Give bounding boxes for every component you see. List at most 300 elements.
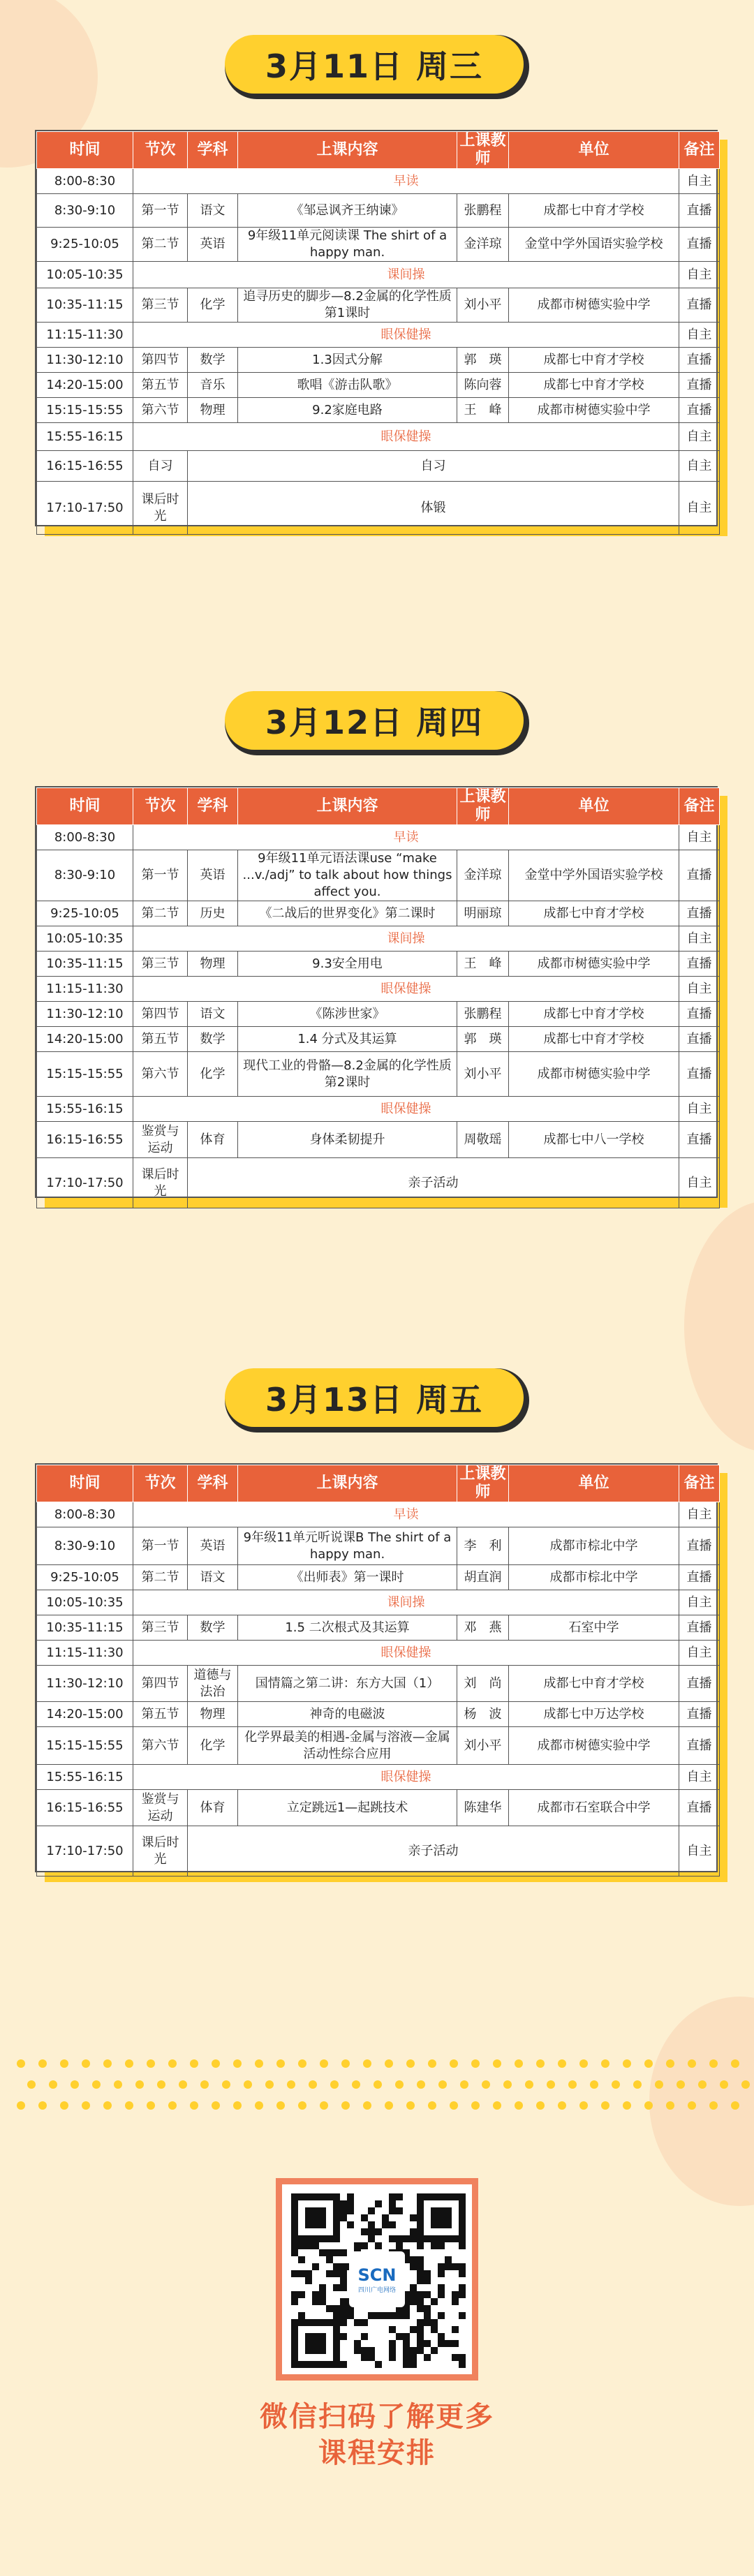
qr-module — [410, 2263, 417, 2270]
qr-module — [312, 2298, 319, 2305]
period-cell: 第一节 — [133, 194, 188, 228]
period-cell: 第四节 — [133, 1666, 188, 1702]
time-cell: 16:15-16:55 — [37, 1122, 133, 1158]
time-cell: 10:35-11:15 — [37, 952, 133, 977]
qr-module — [410, 2235, 417, 2242]
note-cell: 自主 — [679, 977, 720, 1002]
qr-module — [333, 2221, 340, 2228]
time-cell: 15:55-16:15 — [37, 1097, 133, 1122]
table-row — [37, 825, 720, 850]
divider-dot — [103, 2059, 112, 2068]
column-header: 上课教师 — [457, 132, 509, 169]
qr-module — [319, 2347, 326, 2354]
break-label: 早读 — [133, 825, 679, 850]
qr-module — [431, 2326, 438, 2333]
qr-module — [333, 2319, 340, 2326]
qr-module — [326, 2235, 333, 2242]
period-cell: 第二节 — [133, 1565, 188, 1590]
subject-cell: 化学 — [188, 288, 238, 323]
qr-module — [417, 2228, 424, 2235]
note-cell: 直播 — [679, 194, 720, 228]
unit-cell: 成都市树德实验中学 — [509, 952, 679, 977]
time-cell: 8:30-9:10 — [37, 850, 133, 901]
qr-module — [389, 2326, 396, 2333]
qr-module — [291, 2193, 298, 2200]
qr-module — [368, 2221, 375, 2228]
divider-dot — [168, 2101, 177, 2110]
qr-module — [424, 2340, 431, 2347]
table-row — [37, 1666, 720, 1702]
time-cell: 15:15-15:55 — [37, 1052, 133, 1097]
divider-dot — [731, 2101, 739, 2110]
note-cell: 自主 — [679, 451, 720, 482]
table-row — [37, 423, 720, 451]
teacher-cell: 金洋琼 — [457, 228, 509, 262]
divider-dot — [125, 2059, 133, 2068]
qr-module — [298, 2312, 305, 2319]
qr-module — [396, 2242, 403, 2249]
note-cell: 直播 — [679, 373, 720, 398]
qr-module — [459, 2291, 466, 2298]
divider-dot — [579, 2101, 588, 2110]
qr-module — [452, 2326, 459, 2333]
qr-module — [354, 2319, 361, 2326]
qr-module — [305, 2277, 312, 2284]
qr-module — [396, 2235, 403, 2242]
unit-cell: 成都七中育才学校 — [509, 901, 679, 926]
break-label: 眼保健操 — [133, 1641, 679, 1666]
note-cell: 直播 — [679, 398, 720, 423]
note-cell: 直播 — [679, 228, 720, 262]
qr-module — [291, 2249, 298, 2256]
qr-module — [382, 2312, 389, 2319]
qr-module — [361, 2347, 368, 2354]
divider-dot — [385, 2059, 393, 2068]
qr-module — [333, 2270, 340, 2277]
qr-module — [340, 2284, 347, 2291]
qr-module — [312, 2235, 319, 2242]
qr-module — [403, 2235, 410, 2242]
table-header-row — [37, 788, 720, 825]
divider-dot — [320, 2101, 328, 2110]
qr-module — [452, 2263, 459, 2270]
time-cell: 14:20-15:00 — [37, 373, 133, 398]
divider-dot — [666, 2059, 674, 2068]
divider-dot — [135, 2080, 144, 2089]
break-label: 眼保健操 — [133, 1097, 679, 1122]
column-header: 时间 — [37, 1465, 133, 1502]
time-cell: 17:10-17:50 — [37, 1158, 133, 1208]
qr-module — [410, 2228, 417, 2235]
footer-line-1: 微信扫码了解更多 — [260, 2401, 494, 2433]
qr-module — [291, 2347, 298, 2354]
divider-dot — [363, 2101, 371, 2110]
content-cell: 化学界最美的相遇-金属与溶液—金属活动性综合应用 — [238, 1727, 457, 1765]
note-cell: 自主 — [679, 1158, 720, 1208]
unit-cell: 成都七中八一学校 — [509, 1122, 679, 1158]
qr-module — [340, 2270, 347, 2277]
qr-module — [417, 2221, 424, 2228]
qr-module — [424, 2319, 431, 2326]
subject-cell: 数学 — [188, 1027, 238, 1052]
qr-module — [361, 2354, 368, 2361]
qr-module — [459, 2270, 466, 2277]
qr-module — [326, 2305, 333, 2312]
divider-dot — [515, 2101, 523, 2110]
table-row — [37, 1641, 720, 1666]
divider-dot — [644, 2059, 653, 2068]
qr-module — [305, 2347, 312, 2354]
time-cell: 11:15-11:30 — [37, 1641, 133, 1666]
table-row — [37, 323, 720, 348]
column-header: 单位 — [509, 132, 679, 169]
qr-module — [459, 2200, 466, 2207]
qr-module — [291, 2200, 298, 2207]
qr-module — [424, 2235, 431, 2242]
qr-module — [417, 2214, 424, 2221]
note-cell: 直播 — [679, 1727, 720, 1765]
qr-module — [319, 2284, 326, 2291]
unit-cell: 成都七中万达学校 — [509, 1702, 679, 1727]
table-row — [37, 1052, 720, 1097]
qr-module — [382, 2214, 389, 2221]
qr-module — [368, 2312, 375, 2319]
qr-module — [417, 2270, 424, 2277]
day-title: 3月12日 周四 — [225, 691, 524, 750]
qr-module — [389, 2207, 396, 2214]
qr-module — [340, 2319, 347, 2326]
qr-module — [361, 2333, 368, 2340]
divider-dot — [374, 2080, 382, 2089]
qr-module — [291, 2221, 298, 2228]
table-row — [37, 451, 720, 482]
note-cell: 自主 — [679, 1641, 720, 1666]
period-cell: 自习 — [133, 451, 188, 482]
teacher-cell: 王 峰 — [457, 952, 509, 977]
table-row — [37, 1027, 720, 1052]
qr-module — [312, 2221, 319, 2228]
divider-dot — [265, 2080, 274, 2089]
teacher-cell: 杨 波 — [457, 1702, 509, 1727]
qr-module — [319, 2249, 326, 2256]
qr-module — [431, 2221, 438, 2228]
qr-module — [333, 2263, 340, 2270]
subject-cell: 物理 — [188, 1702, 238, 1727]
qr-module — [340, 2333, 347, 2340]
note-cell: 自主 — [679, 323, 720, 348]
qr-module — [312, 2361, 319, 2368]
qr-module — [361, 2228, 368, 2235]
qr-module — [424, 2305, 431, 2312]
time-cell: 15:55-16:15 — [37, 423, 133, 451]
day-title: 3月13日 周五 — [225, 1368, 524, 1427]
table-row — [37, 1765, 720, 1790]
table-row — [37, 1615, 720, 1641]
subject-cell: 语文 — [188, 194, 238, 228]
qr-module — [445, 2263, 452, 2270]
day-title: 3月11日 周三 — [225, 35, 524, 94]
qr-module — [445, 2193, 452, 2200]
note-cell: 直播 — [679, 1527, 720, 1565]
qr-module — [291, 2242, 298, 2249]
break-label: 眼保健操 — [133, 977, 679, 1002]
qr-module — [417, 2298, 424, 2305]
note-cell: 直播 — [679, 1565, 720, 1590]
time-cell: 10:35-11:15 — [37, 288, 133, 323]
note-cell: 自主 — [679, 482, 720, 535]
qr-module — [368, 2354, 375, 2361]
table-row — [37, 1565, 720, 1590]
qr-module — [333, 2340, 340, 2347]
qr-module — [424, 2312, 431, 2319]
teacher-cell: 张鹏程 — [457, 1002, 509, 1027]
qr-module — [333, 2249, 340, 2256]
table-row — [37, 1097, 720, 1122]
qr-module — [403, 2333, 410, 2340]
qr-module — [291, 2228, 298, 2235]
teacher-cell: 郭 瑛 — [457, 1027, 509, 1052]
period-cell: 第五节 — [133, 1702, 188, 1727]
divider-dot — [525, 2080, 533, 2089]
unit-cell: 成都七中育才学校 — [509, 1666, 679, 1702]
qr-module — [340, 2263, 347, 2270]
qr-module — [438, 2207, 445, 2214]
qr-module — [319, 2235, 326, 2242]
qr-module — [340, 2277, 347, 2284]
subject-cell: 体育 — [188, 1790, 238, 1826]
qr-module — [326, 2249, 333, 2256]
divider-dot — [298, 2101, 306, 2110]
qr-module — [459, 2354, 466, 2361]
schedule-card — [35, 786, 718, 1198]
divider-dot — [341, 2101, 350, 2110]
unit-cell: 成都市棕北中学 — [509, 1527, 679, 1565]
table-row — [37, 901, 720, 926]
qr-module — [347, 2221, 354, 2228]
divider-dot — [428, 2101, 436, 2110]
divider-dot — [460, 2080, 468, 2089]
table-row — [37, 1502, 720, 1527]
table-row — [37, 1158, 720, 1208]
period-cell: 第四节 — [133, 1002, 188, 1027]
divider-dot — [677, 2080, 685, 2089]
qr-module — [347, 2312, 354, 2319]
schedule-card — [35, 1463, 718, 1872]
unit-cell: 成都市石室联合中学 — [509, 1790, 679, 1826]
table-row — [37, 288, 720, 323]
qr-module — [319, 2319, 326, 2326]
column-header: 学科 — [188, 1465, 238, 1502]
divider-dot — [17, 2101, 25, 2110]
qr-module — [459, 2214, 466, 2221]
qr-module — [340, 2200, 347, 2207]
note-cell: 直播 — [679, 850, 720, 901]
schedule-table — [36, 131, 720, 535]
column-header: 备注 — [679, 132, 720, 169]
qr-module — [291, 2340, 298, 2347]
qr-module — [389, 2221, 396, 2228]
qr-module — [438, 2284, 445, 2291]
time-cell: 10:35-11:15 — [37, 1615, 133, 1641]
qr-module — [291, 2319, 298, 2326]
qr-module — [319, 2298, 326, 2305]
teacher-cell: 李 利 — [457, 1527, 509, 1565]
content-cell: 《陈涉世家》 — [238, 1002, 457, 1027]
content-cell: 9.3安全用电 — [238, 952, 457, 977]
qr-module — [333, 2354, 340, 2361]
period-cell: 课后时光 — [133, 482, 188, 535]
unit-cell: 成都市树德实验中学 — [509, 398, 679, 423]
divider-dot — [406, 2059, 415, 2068]
qr-module — [452, 2291, 459, 2298]
table-row — [37, 398, 720, 423]
period-cell: 第二节 — [133, 901, 188, 926]
qr-module — [298, 2319, 305, 2326]
note-cell: 自主 — [679, 1765, 720, 1790]
teacher-cell: 明丽琼 — [457, 901, 509, 926]
qr-module — [452, 2235, 459, 2242]
qr-module — [410, 2347, 417, 2354]
qr-module — [298, 2270, 305, 2277]
divider-dot — [341, 2059, 350, 2068]
qr-module — [438, 2235, 445, 2242]
divider-dot — [363, 2059, 371, 2068]
qr-module — [389, 2340, 396, 2347]
teacher-cell: 陈向蓉 — [457, 373, 509, 398]
qr-module — [312, 2347, 319, 2354]
qr-module — [305, 2235, 312, 2242]
schedule-card — [35, 130, 718, 526]
qr-module — [312, 2242, 319, 2249]
qr-module — [319, 2361, 326, 2368]
qr-module — [410, 2284, 417, 2291]
qr-module — [403, 2361, 410, 2368]
teacher-cell: 刘小平 — [457, 1052, 509, 1097]
qr-module — [389, 2235, 396, 2242]
qr-module — [438, 2333, 445, 2340]
content-cell: 神奇的电磁波 — [238, 1702, 457, 1727]
divider-dot — [38, 2059, 47, 2068]
qr-logo — [349, 2251, 405, 2307]
qr-code[interactable] — [276, 2178, 478, 2381]
teacher-cell: 陈建华 — [457, 1790, 509, 1826]
time-cell: 9:25-10:05 — [37, 1565, 133, 1590]
qr-module — [340, 2305, 347, 2312]
column-header: 单位 — [509, 788, 679, 825]
divider-dot — [71, 2080, 79, 2089]
qr-module — [424, 2354, 431, 2361]
qr-module — [354, 2340, 361, 2347]
subject-cell: 物理 — [188, 398, 238, 423]
bg-blob-right-bottom — [649, 1997, 754, 2206]
divider-dot — [255, 2059, 263, 2068]
qr-module — [410, 2256, 417, 2263]
qr-module — [410, 2291, 417, 2298]
divider-dot — [60, 2101, 68, 2110]
content-cell: 身体柔韧提升 — [238, 1122, 457, 1158]
note-cell: 直播 — [679, 901, 720, 926]
column-header: 时间 — [37, 132, 133, 169]
divider-dot — [179, 2080, 187, 2089]
qr-module — [312, 2263, 319, 2270]
break-label: 眼保健操 — [133, 423, 679, 451]
divider-dot — [38, 2101, 47, 2110]
unit-cell: 金堂中学外国语实验学校 — [509, 850, 679, 901]
unit-cell: 成都市棕北中学 — [509, 1565, 679, 1590]
qr-module — [445, 2207, 452, 2214]
period-cell: 课后时光 — [133, 1158, 188, 1208]
time-cell: 11:30-12:10 — [37, 348, 133, 373]
qr-module — [438, 2193, 445, 2200]
column-header: 备注 — [679, 788, 720, 825]
qr-module — [298, 2291, 305, 2298]
divider-dot — [720, 2080, 728, 2089]
qr-module — [291, 2235, 298, 2242]
content-cell: 《邹忌讽齐王纳谏》 — [238, 194, 457, 228]
unit-cell: 成都七中育才学校 — [509, 373, 679, 398]
time-cell: 11:30-12:10 — [37, 1002, 133, 1027]
note-cell: 自主 — [679, 825, 720, 850]
break-label: 眼保健操 — [133, 1765, 679, 1790]
period-cell: 第五节 — [133, 373, 188, 398]
qr-module — [459, 2228, 466, 2235]
qr-module — [459, 2312, 466, 2319]
note-cell: 自主 — [679, 169, 720, 194]
qr-module — [375, 2312, 382, 2319]
qr-module — [361, 2319, 368, 2326]
qr-module — [305, 2319, 312, 2326]
qr-module — [333, 2235, 340, 2242]
subject-cell: 数学 — [188, 348, 238, 373]
table-header-row — [37, 132, 720, 169]
qr-module — [417, 2347, 424, 2354]
teacher-cell: 郭 瑛 — [457, 348, 509, 373]
period-cell: 第一节 — [133, 850, 188, 901]
note-cell: 直播 — [679, 288, 720, 323]
time-cell: 11:15-11:30 — [37, 323, 133, 348]
divider-dot — [623, 2101, 631, 2110]
divider-dot — [276, 2059, 285, 2068]
qr-module — [417, 2305, 424, 2312]
qr-module — [403, 2312, 410, 2319]
qr-module — [417, 2277, 424, 2284]
divider-dot — [655, 2080, 663, 2089]
qr-module — [431, 2235, 438, 2242]
table-row — [37, 228, 720, 262]
note-cell: 直播 — [679, 1122, 720, 1158]
qr-module — [417, 2319, 424, 2326]
divider-dot — [493, 2101, 501, 2110]
qr-module — [291, 2214, 298, 2221]
qr-module — [319, 2221, 326, 2228]
teacher-cell: 刘小平 — [457, 288, 509, 323]
qr-module — [438, 2291, 445, 2298]
divider-dot — [471, 2101, 480, 2110]
qr-module — [438, 2312, 445, 2319]
qr-module — [305, 2242, 312, 2249]
qr-module — [291, 2270, 298, 2277]
content-cell: 1.5 二次根式及其运算 — [238, 1615, 457, 1641]
period-cell: 第二节 — [133, 228, 188, 262]
divider-dot — [417, 2080, 425, 2089]
time-cell: 10:05-10:35 — [37, 926, 133, 952]
qr-module — [333, 2333, 340, 2340]
qr-module — [417, 2207, 424, 2214]
qr-module — [417, 2291, 424, 2298]
divider-dot — [579, 2059, 588, 2068]
content-cell: 亲子活动 — [188, 1158, 679, 1208]
qr-module — [340, 2312, 347, 2319]
